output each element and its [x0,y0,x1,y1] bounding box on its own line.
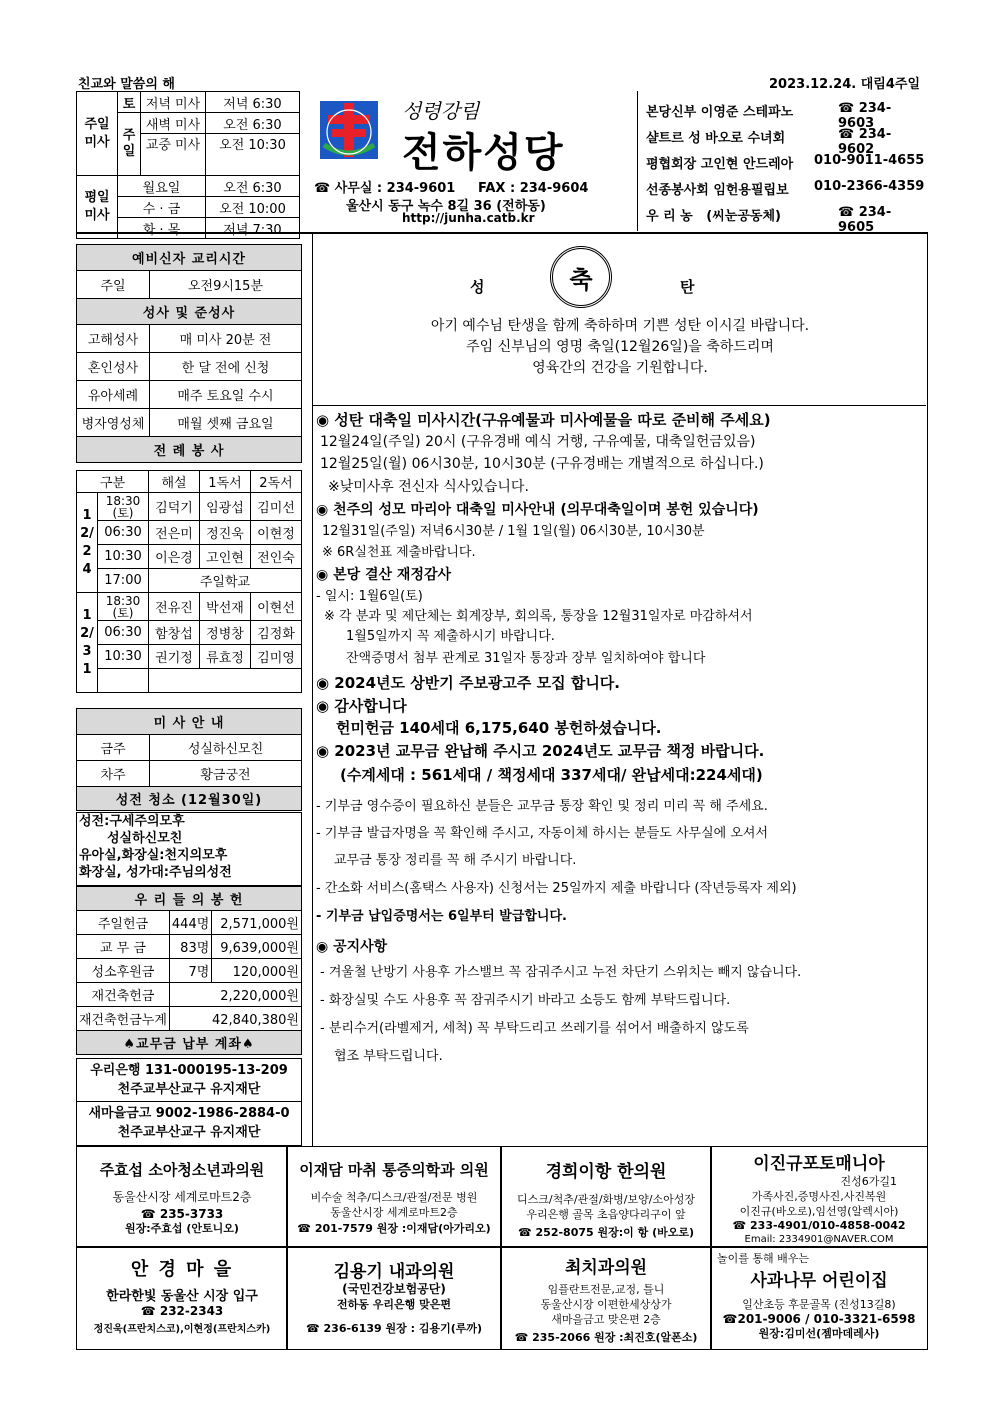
notice-line: 잔액증명서 첨부 관계로 31일자 통장과 장부 일치하여야 합니다 [346,651,706,666]
liturgy-time: 17:00 [98,569,149,593]
offering-count: 444명 [169,911,211,935]
ad-phone: ☎201-9006 / 010-3321-6598 [722,1312,916,1326]
liturgy-person: 박선재 [200,593,251,621]
catechumen-label: 주일 [77,271,150,299]
ad-title: 김용기 내과의원 [333,1262,455,1282]
notice-line: (수계세대 : 561세대 / 책정세대 337세대/ 완납세대:224세대) [340,766,763,784]
ad-title: 경희이항 한의원 [545,1162,667,1182]
ad-email: Email: 2334901@NAVER.COM [744,1234,894,1245]
donation-line: - 기부금 발급자명을 꼭 확인해 주시고, 자동이체 하시는 분들도 사무실에 오셔서 [316,826,769,841]
ad-title: 주효섭 소아청소년과의원 [99,1161,265,1179]
notice-heading: ◉ 공지사항 [316,939,388,955]
liturgy-person: 정병창 [200,621,251,645]
ad-owner: 정진욱(프란치스코),이현정(프란치스카) [93,1324,271,1335]
weekday-day: 월요일 [118,176,206,197]
top-left-motto: 친교와 말씀의 해 [78,77,175,92]
offering-amount: 120,000원 [212,959,302,983]
liturgy-person: 임광섭 [200,493,251,521]
ad-line: 가족사진,증명사진,사진복원 [751,1190,887,1203]
notice-line: 1월5일까지 꼭 제출하시기 바랍니다. [346,629,555,644]
liturgy-time: 18:30 (토) [98,493,149,521]
contact-list [637,91,927,235]
liturgy-time: 06:30 [98,621,149,645]
ad-pre: 놀이를 통해 배우는 [717,1252,810,1265]
notice-heading: ◉ 2023년 교무금 완납해 주시고 2024년도 교무금 책정 바랍니다. [316,742,765,760]
ad-line: 임플란트전문,교정, 틀니 [547,1283,665,1296]
account-line: 새마을금고 9002-1986-2884-0 [77,1101,301,1123]
mass-time: 오전 10:30 [206,134,300,176]
saturday-label: 토 [118,92,141,113]
ad-phone: ☎ 233-4901/010-4858-0042 [732,1219,906,1232]
contact-name: 선종봉사회 임헌용필립보 [646,183,789,198]
liturgy-time: 18:30 (토) [98,593,149,621]
ad-title: 안 경 마 을 [130,1259,234,1280]
offering-name: 성소후원금 [77,959,170,983]
ad-title: 이재담 마취 통증의학과 의원 [299,1161,489,1179]
liturgy-time: 06:30 [98,521,149,545]
account-line: 우리은행 131-000195-13-209 [90,1063,288,1078]
liturgy-empty [98,669,149,693]
donation-line: - 간소화 서비스(홈택스 사용자) 신청서는 25일까지 제출 바랍니다 (작년등록자 제외) [316,881,797,896]
greeting-line: 주임 신부님의 영명 축일(12월26일)을 축하드리며 [466,339,774,355]
ad-owner: 원장:김미선(젬마데레사) [758,1327,880,1340]
notice-heading: ◉ 감사합니다 [316,697,407,715]
notices [316,409,926,1071]
weekday-mass-label: 평일 미사 [77,176,118,239]
offering-name: 교 무 금 [77,935,170,959]
liturgy-time: 10:30 [98,545,149,569]
ad-line: 동울산시장 이편한세상상가 [540,1298,672,1311]
notice-line: - 겨울철 난방기 사용후 가스밸브 꼭 잠궈주시고 누전 차단기 스위치는 빼지 않습니다. [320,965,802,980]
banner-center: 축 [569,265,593,294]
greeting-line: 영육간의 건강을 기원합니다. [532,360,708,376]
ad-phone: ☎ 232-2343 [140,1304,224,1318]
ad-phone: ☎ 235-2066 원장 :최진호(알폰소) [514,1331,698,1344]
sacrament-name: 유아세례 [77,381,150,409]
sacrament-info: 매 미사 20분 전 [150,325,302,353]
liturgy-person: 함창섭 [149,621,200,645]
catechumen-time: 오전9시15분 [150,271,302,299]
parish-header [306,91,636,231]
notice-line: - 화장실및 수도 사용후 꼭 잠궈주시기 바라고 소등도 함께 부탁드립니다. [320,993,731,1008]
mass-info-table [76,708,302,811]
parish-url-text[interactable]: http://junha.catb.kr [402,211,535,225]
liturgy-col: 2독서 [251,471,302,493]
sacrament-info: 매월 셋째 금요일 [150,409,302,437]
offering-head: 우 리 들 의 봉 헌 [77,887,302,911]
weekday-time: 오전 10:00 [206,197,300,218]
ad-phone: ☎ 235-3733 [140,1207,224,1221]
offering-name: 재건축헌금누계 [77,1007,170,1031]
notice-heading: ◉ 성탄 대축일 미사시간(구유예물과 미사예물을 따로 준비해 주세요) [316,411,771,429]
sunday-label: 주 일 [118,113,141,176]
parish-subtitle: 성령강림 [402,99,480,123]
notice-line: 헌미헌금 140세대 6,175,640 봉헌하셨습니다. [336,719,662,737]
cleaning-line: 유아실,화장실:천지의모후 [79,848,228,863]
ad-phone: ☎ 201-7579 원장 :이재담(아가리오) [297,1222,491,1235]
liturgy-person: 전유진 [149,593,200,621]
sunday-mass-label: 주일 미사 [77,92,118,176]
liturgy-person: 김미영 [251,645,302,669]
ad-line: 디스크/척추/관절/화병/보양/소아성장 [517,1193,695,1206]
liturgy-person: 전인숙 [251,545,302,569]
greeting-divider [312,405,926,406]
ad-line: 동울산시장 세계로마트2층 [112,1190,252,1204]
notice-line: 12월24일(주일) 20시 (구유경배 예식 거행, 구유예물, 대축일헌금있음) [320,434,756,450]
liturgy-person: 이은경 [149,545,200,569]
contact-phone: 010-9011-4655 [814,153,925,168]
liturgy-empty [149,669,302,693]
parish-address: 울산시 동구 녹수 8길 36 (전하동) [346,199,546,214]
left-info-table [76,244,302,463]
mass-info-label: 금주 [77,735,150,761]
ad-line: (국민건강보험공단) [342,1282,446,1296]
cleaning-line: 화장실, 성가대:주님의성전 [79,865,232,880]
ad-line: 새마을금고 맞은편 2층 [551,1313,661,1326]
ad-line: 전하동 우리은행 맞은편 [337,1298,451,1311]
ad-daycare [710,1246,928,1350]
account-box [76,1058,302,1146]
banner-seal [550,246,612,308]
contact-phone: ☎ 234-9605 [838,205,892,235]
liturgy-time: 10:30 [98,645,149,669]
mass-name: 교중 미사 [141,134,206,176]
sacrament-name: 혼인성사 [77,353,150,381]
parish-url[interactable] [402,211,535,225]
main-body [318,240,922,379]
liturgy-person: 김정화 [251,621,302,645]
offering-amount: 42,840,380원 [169,1007,301,1031]
account-line: 천주교부산교구 유지재단 [117,1125,261,1140]
offering-amount: 9,639,000원 [212,935,302,959]
liturgy-col: 구분 [77,471,149,493]
notice-line: 12월31일(주일) 저녁6시30분 / 1월 1일(월) 06시30분, 10시30분 [322,524,705,539]
christmas-banner [318,240,922,310]
sacrament-name: 병자영성체 [77,409,150,437]
contact-phone: ☎ 234-9602 [838,127,892,157]
notice-line: - 일시: 1월6일(토) [316,589,423,604]
banner-left: 성 [470,278,485,296]
mass-info-value: 황금궁전 [150,761,302,787]
liturgy-date: 12/31 [77,593,98,693]
notice-heading: ◉ 2024년도 상반기 주보광고주 모집 합니다. [316,674,620,692]
weekday-day: 화 · 목 [118,218,206,239]
liturgy-person: 이현정 [251,521,302,545]
ad-phone: ☎ 236-6139 원장 : 김용기(루까) [306,1322,482,1335]
notice-line: 협조 부탁드립니다. [334,1049,443,1064]
sacraments-head: 성사 및 준성사 [77,299,302,325]
liturgy-person: 전은미 [149,521,200,545]
liturgy-date: 12/24 [77,493,98,593]
mass-info-label: 차주 [77,761,150,787]
offering-name: 재건축헌금 [77,983,170,1007]
liturgy-person: 이현선 [251,593,302,621]
offering-table [76,886,302,1055]
contact-name: 평협회장 고인현 안드레아 [646,157,794,172]
mass-time: 저녁 6:30 [206,92,300,113]
mass-name: 저녁 미사 [141,92,206,113]
cleaning-line: 성전:구세주의모후 [79,814,185,829]
donation-line: - 기부금 납입증명서는 6일부터 발급합니다. [316,909,567,924]
notice-heading: ◉ 천주의 성모 마리아 대축일 미사안내 (의무대축일이며 봉헌 있습니다) [316,502,759,518]
mass-name: 새벽 미사 [141,113,206,134]
ad-pain-clinic [286,1146,502,1248]
liturgy-person: 김덕기 [149,493,200,521]
donation-line: 교무금 통장 정리를 꼭 해 주시기 바랍니다. [334,853,577,868]
liturgy-person: 고인현 [200,545,251,569]
mass-schedule-table [76,91,300,239]
ad-line: 이진규(바오로),임선영(알렉시아) [739,1205,899,1218]
ad-oriental-clinic [500,1146,712,1248]
notice-line: ※ 각 분과 및 제단체는 회계장부, 회의록, 통장을 12월31일자로 마감하셔서 [324,609,753,624]
ad-line: 진성6가길1 [840,1175,897,1188]
weekday-time: 저녁 7:30 [206,218,300,239]
top-date: 2023.12.24. 대림4주일 [769,77,920,92]
sacrament-info: 한 달 전에 신청 [150,353,302,381]
cleaning-head: 성전 청소 (12월30일) [77,787,302,811]
liturgy-table [76,470,302,693]
ad-line: 비수술 척추/디스크/관절/전문 병원 [310,1191,478,1204]
account-line: 천주교부산교구 유지재단 [117,1082,261,1097]
weekday-time: 오전 6:30 [206,176,300,197]
offering-count: 7명 [169,959,211,983]
ad-title: 이진규포토매니아 [753,1154,885,1174]
donation-line: - 기부금 영수증이 필요하신 분들은 교무금 통장 확인 및 정리 미리 꼭 해 주세요. [316,799,768,814]
notice-line: - 분리수거(라벨제거, 세척) 꼭 부탁드리고 쓰레기를 섞어서 배출하지 않도록 [320,1021,749,1036]
ad-title: 사과나무 어린이집 [750,1271,888,1291]
ad-pediatrics [76,1146,288,1248]
sacrament-name: 고해성사 [77,325,150,353]
cleaning-line: 성실하신모친 [107,831,183,846]
ad-dental [500,1246,712,1350]
mass-info-head: 미 사 안 내 [77,709,302,735]
parish-logo-icon [318,99,380,161]
liturgy-person: 정진욱 [200,521,251,545]
ad-line: 우리은행 골목 초읍양다리구이 앞 [526,1208,686,1221]
weekday-day: 수 · 금 [118,197,206,218]
ad-phone: ☎ 252-8075 원장:이 항 (바오로) [518,1226,694,1239]
cleaning-box [76,812,302,886]
offering-amount: 2,220,000원 [169,983,301,1007]
notice-line: 12월25일(월) 06시30분, 10시30분 (구유경배는 개별적으로 하십니다.) [320,456,764,472]
account-head: ♠교무금 납부 계좌♠ [77,1031,302,1055]
liturgy-col: 1독서 [200,471,251,493]
contact-name: 본당신부 이영준 스테파노 [646,105,794,120]
contact-name: 샬트르 성 바오로 수녀회 [646,131,786,146]
ad-photo-studio [710,1146,928,1248]
contact-phone: 010-2366-4359 [814,179,925,194]
liturgy-sunday-school: 주일학교 [149,569,302,593]
ad-owner: 원장:주효섭 (안토니오) [125,1222,239,1235]
parish-title: 전하성당 [402,129,565,176]
header-divider [76,232,926,234]
liturgy-person: 김미선 [251,493,302,521]
liturgy-col: 해설 [149,471,200,493]
ad-internal-medicine [286,1246,502,1350]
notice-heading: ◉ 본당 결산 재정감사 [316,567,452,583]
mass-time: 오전 6:30 [206,113,300,134]
liturgy-head: 전 례 봉 사 [77,437,302,463]
contact-phone: ☎ 234-9603 [838,101,892,131]
liturgy-person: 권기정 [149,645,200,669]
ad-line: 동울산시장 세계로마트2층 [330,1206,458,1219]
ad-optician [76,1246,288,1350]
notice-line: ※ 6R실천표 제출바랍니다. [322,545,476,560]
catechumen-head: 예비신자 교리시간 [77,245,302,271]
sacrament-info: 매주 토요일 수시 [150,381,302,409]
ad-title: 최치과의원 [564,1258,648,1278]
liturgy-person: 류효정 [200,645,251,669]
mass-info-value: 성실하신모친 [150,735,302,761]
ad-line: 한라한빛 동울산 시장 입구 [106,1289,258,1304]
greeting-line: 아기 예수님 탄생을 함께 축하하며 기쁜 성탄 이시길 바랍니다. [430,318,810,334]
offering-count: 83명 [169,935,211,959]
greeting [318,316,922,379]
banner-right: 탄 [680,278,695,296]
office-phone: ☎ 사무실 : 234-9601 FAX : 234-9604 [314,181,589,196]
offering-name: 주일헌금 [77,911,170,935]
ad-line: 일산초등 후문골목 (진성13길8) [742,1298,896,1311]
notice-line: ※낮미사후 전신자 식사있습니다. [328,479,529,495]
contact-name: 우 리 농 (씨눈공동체) [646,209,781,224]
offering-amount: 2,571,000원 [212,911,302,935]
